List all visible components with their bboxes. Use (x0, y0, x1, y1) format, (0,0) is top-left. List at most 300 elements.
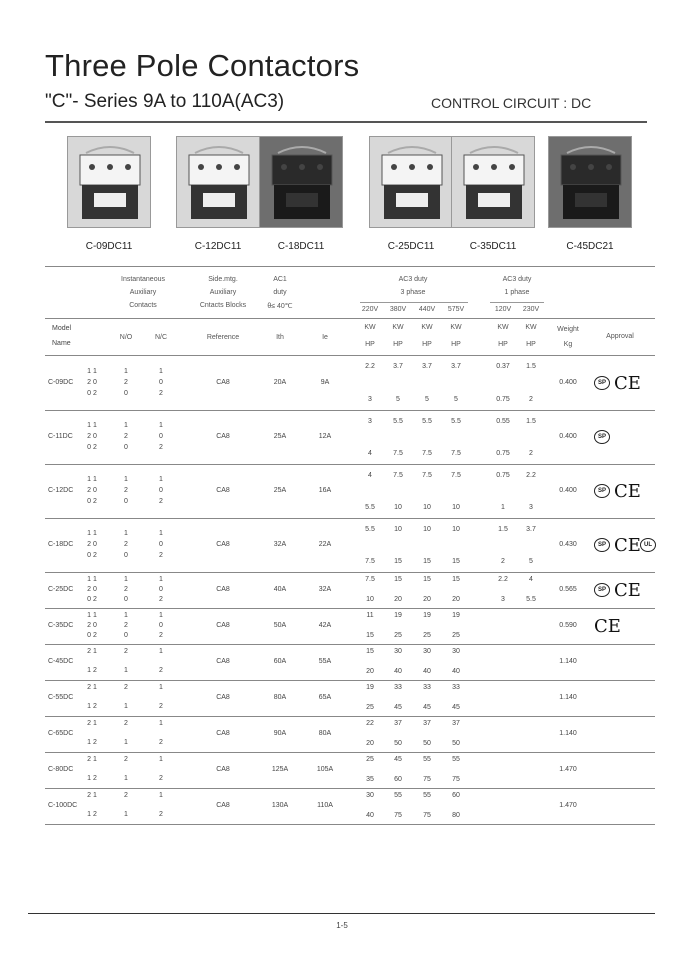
kw-value: 0.37 (496, 363, 510, 370)
no-value: 1 (124, 476, 128, 483)
nc-value: 2 (159, 444, 163, 451)
table-rule (45, 608, 655, 609)
kw-value: 1.5 (526, 418, 536, 425)
kw-value: 1.5 (526, 363, 536, 370)
hp-header: HP (526, 341, 536, 348)
hp-value: 50 (423, 740, 431, 747)
kw-value: 5.5 (393, 418, 403, 425)
nc-value: 1 (159, 530, 163, 537)
kw-value: 7.5 (365, 576, 375, 583)
aux-config: 2 0 (87, 622, 97, 629)
table-rule (45, 824, 655, 825)
ce-mark: CE (594, 616, 621, 637)
nc-value: 0 (159, 541, 163, 548)
weight-value: 0.565 (559, 586, 577, 593)
nc-header: N/C (154, 334, 168, 341)
reference-value: CA8 (216, 378, 230, 386)
header-rule (45, 121, 647, 123)
hp-value: 15 (423, 558, 431, 565)
hp-value: 15 (394, 558, 402, 565)
aux-config: 0 2 (87, 596, 97, 603)
kw-header: KW (364, 324, 376, 331)
ie-value: 105A (316, 766, 334, 773)
product-photo (259, 136, 343, 228)
hp-value: 1 (501, 504, 505, 511)
csa-mark: SP (594, 538, 610, 552)
hp-value: 25 (423, 632, 431, 639)
hp-header: HP (498, 341, 508, 348)
product-caption: C-12DC11 (194, 241, 242, 252)
ie-value: 55A (318, 658, 332, 665)
hp-value: 15 (452, 558, 460, 565)
hp-value: 25 (394, 632, 402, 639)
kw-value: 19 (423, 612, 431, 619)
table-rule (45, 788, 655, 789)
nc-value: 1 (159, 612, 163, 619)
hp-value: 7.5 (451, 450, 461, 457)
no-value: 2 (124, 622, 128, 629)
hp-value: 20 (394, 596, 402, 603)
kw-value: 15 (366, 648, 374, 655)
page-title: Three Pole Contactors (45, 48, 360, 83)
kw-value: 10 (452, 526, 460, 533)
hp-value: 45 (452, 704, 460, 711)
kw-value: 25 (366, 756, 374, 763)
hp-value: 60 (394, 776, 402, 783)
hp-value: 20 (366, 668, 374, 675)
nc-value: 2 (159, 596, 163, 603)
hp-value: 5.5 (526, 596, 536, 603)
aux-config: 1 1 (87, 422, 97, 429)
ith-value: 50A (273, 622, 287, 629)
kw-value: 60 (452, 792, 460, 799)
aux-config: 1 1 (87, 530, 97, 537)
page-number: 1-5 (336, 921, 348, 930)
aux-config: 1 2 (87, 775, 97, 782)
ie-value: 80A (318, 730, 332, 737)
nc-value: 1 (159, 476, 163, 483)
kw-value: 5.5 (365, 526, 375, 533)
reference-value: CA8 (216, 622, 230, 629)
hp-value: 20 (452, 596, 460, 603)
hp-value: 25 (452, 632, 460, 639)
model-name: C-12DC (48, 487, 74, 494)
weight-value: 1.470 (559, 802, 577, 809)
hp-value: 3 (368, 396, 372, 403)
ac3-1phase-header: AC3 duty (502, 276, 532, 283)
kw-value: 19 (394, 612, 402, 619)
kw-value: 15 (394, 576, 402, 583)
no-value: 2 (124, 648, 128, 655)
product-caption: C-35DC11 (469, 241, 517, 252)
product-photo (369, 136, 453, 228)
kw-value: 37 (394, 720, 402, 727)
kw-header: KW (421, 324, 433, 331)
aux-config: 0 2 (87, 632, 97, 639)
table-rule (45, 644, 655, 645)
product-photo (548, 136, 632, 228)
aux-config: 1 2 (87, 811, 97, 818)
ie-value: 65A (318, 694, 332, 701)
nc-value: 1 (159, 648, 163, 655)
no-value: 2 (124, 487, 128, 494)
nc-value: 2 (159, 811, 163, 818)
kw-value: 55 (423, 756, 431, 763)
model-header: Name (52, 340, 71, 347)
aux-config: 1 1 (87, 476, 97, 483)
aux-config: 1 2 (87, 703, 97, 710)
ce-mark: CE (614, 535, 641, 556)
weight-value: 0.430 (559, 541, 577, 548)
nc-value: 2 (159, 632, 163, 639)
hp-value: 10 (452, 504, 460, 511)
nc-value: 1 (159, 756, 163, 763)
ie-header: Ie (322, 334, 328, 341)
ac1-duty-header: AC1 (273, 276, 287, 283)
hp-value: 2 (501, 558, 505, 565)
table-rule (45, 410, 655, 411)
csa-mark: SP (594, 484, 610, 498)
no-value: 2 (124, 541, 128, 548)
aux-config: 2 1 (87, 792, 97, 799)
weight-value: 1.140 (559, 694, 577, 701)
ith-value: 60A (273, 658, 287, 665)
weight-header: Kg (563, 341, 573, 348)
ce-mark: CE (614, 481, 641, 502)
kw-value: 10 (423, 526, 431, 533)
hp-value: 7.5 (393, 450, 403, 457)
kw-value: 33 (423, 684, 431, 691)
kw-value: 37 (423, 720, 431, 727)
reference-value: CA8 (216, 658, 230, 665)
contactor-illustration (549, 137, 632, 228)
model-name: C-65DC (48, 730, 74, 737)
ac3-3phase-header: 3 phase (400, 289, 426, 296)
reference-value: CA8 (216, 586, 230, 593)
aux-config: 1 2 (87, 739, 97, 746)
kw-value: 10 (394, 526, 402, 533)
aux-config: 2 1 (87, 756, 97, 763)
kw-header: KW (450, 324, 462, 331)
table-rule (45, 318, 655, 319)
no-value: 0 (124, 552, 128, 559)
product-caption: C-18DC11 (277, 241, 325, 252)
reference-value: CA8 (216, 730, 230, 737)
no-value: 2 (124, 433, 128, 440)
aux-config: 0 2 (87, 444, 97, 451)
table-rule (45, 752, 655, 753)
kw-value: 3.7 (526, 526, 536, 533)
voltage-3phase: 220V (361, 306, 379, 313)
aux-config: 0 2 (87, 552, 97, 559)
hp-value: 15 (366, 632, 374, 639)
aux-config: 2 0 (87, 433, 97, 440)
hp-value: 40 (423, 668, 431, 675)
hp-value: 75 (423, 812, 431, 819)
nc-value: 0 (159, 433, 163, 440)
kw-value: 55 (394, 792, 402, 799)
nc-value: 0 (159, 586, 163, 593)
hp-value: 2 (529, 396, 533, 403)
page-subtitle: "C"- Series 9A to 110A(AC3) (45, 91, 285, 112)
hp-value: 3 (529, 504, 533, 511)
kw-value: 5.5 (422, 418, 432, 425)
voltage-1phase: 120V (494, 306, 512, 313)
hp-value: 80 (452, 812, 460, 819)
hp-value: 20 (366, 740, 374, 747)
ith-value: 32A (273, 541, 287, 548)
weight-value: 0.400 (559, 378, 577, 386)
kw-value: 0.55 (496, 418, 510, 425)
hp-value: 40 (366, 812, 374, 819)
table-rule (45, 716, 655, 717)
model-name: C-55DC (48, 694, 74, 701)
no-value: 1 (124, 367, 128, 375)
voltage-3phase: 575V (447, 306, 465, 313)
table-rule (45, 518, 655, 519)
kw-value: 4 (368, 472, 372, 479)
reference-header: Reference (206, 334, 240, 341)
weight-value: 1.140 (559, 730, 577, 737)
no-value: 1 (124, 530, 128, 537)
hp-value: 20 (423, 596, 431, 603)
hp-value: 10 (366, 596, 374, 603)
reference-value: CA8 (216, 802, 230, 809)
hp-value: 3 (501, 596, 505, 603)
hp-value: 7.5 (365, 558, 375, 565)
no-value: 2 (124, 586, 128, 593)
table-rule (45, 464, 655, 465)
ie-value: 12A (318, 433, 332, 440)
kw-value: 3.7 (422, 363, 432, 370)
kw-value: 3 (368, 418, 372, 425)
ie-value: 22A (318, 541, 332, 548)
aux-config: 1 1 (87, 612, 97, 619)
side-mtg-header: Side.mtg. (208, 276, 238, 283)
model-header: Model (52, 325, 72, 332)
model-name: C-25DC (48, 586, 74, 593)
kw-value: 3.7 (451, 363, 461, 370)
ce-mark: CE (614, 372, 641, 394)
aux-config: 2 0 (87, 541, 97, 548)
hp-header: HP (422, 341, 432, 348)
weight-value: 0.590 (559, 622, 577, 629)
ac1-duty-header: θ≤ 40℃ (267, 303, 293, 310)
aux-config: 0 2 (87, 389, 97, 397)
hp-value: 35 (366, 776, 374, 783)
nc-value: 2 (159, 775, 163, 782)
footer-rule (28, 913, 655, 914)
hp-value: 5.5 (365, 504, 375, 511)
ie-value: 110A (317, 802, 333, 809)
weight-value: 0.400 (559, 487, 577, 494)
hp-value: 75 (394, 812, 402, 819)
kw-value: 55 (423, 792, 431, 799)
nc-value: 2 (159, 739, 163, 746)
table-rule (45, 266, 655, 267)
kw-value: 15 (452, 576, 460, 583)
nc-value: 1 (159, 576, 163, 583)
no-value: 0 (124, 444, 128, 451)
reference-value: CA8 (216, 433, 230, 440)
ith-value: 25A (273, 487, 287, 494)
reference-value: CA8 (216, 541, 230, 548)
kw-header: KW (525, 324, 537, 331)
hp-value: 5 (396, 396, 400, 403)
kw-value: 55 (452, 756, 460, 763)
hp-value: 2 (529, 450, 533, 457)
no-value: 1 (124, 576, 128, 583)
no-value: 2 (124, 720, 128, 727)
model-name: C-11DC (48, 433, 73, 440)
control-circuit-label: CONTROL CIRCUIT : DC (431, 95, 592, 111)
kw-value: 7.5 (422, 472, 432, 479)
kw-value: 1.5 (498, 526, 508, 533)
aux-config: 1 2 (87, 667, 97, 674)
weight-value: 1.140 (559, 658, 577, 665)
kw-value: 30 (366, 792, 374, 799)
product-photo (451, 136, 535, 228)
ith-value: 80A (273, 694, 287, 701)
hp-value: 75 (423, 776, 431, 783)
nc-value: 1 (159, 684, 163, 691)
kw-value: 11 (366, 612, 374, 619)
kw-value: 45 (394, 756, 402, 763)
hp-value: 45 (394, 704, 402, 711)
product-caption: C-25DC11 (387, 241, 435, 252)
no-value: 1 (124, 667, 128, 674)
hp-value: 10 (394, 504, 402, 511)
no-value: 1 (124, 811, 128, 818)
ce-mark: CE (614, 580, 641, 601)
reference-value: CA8 (216, 766, 230, 773)
kw-value: 30 (423, 648, 431, 655)
approval-header: Approval (606, 333, 634, 340)
group-underline (490, 302, 544, 303)
ith-value: 90A (273, 730, 287, 737)
hp-value: 5 (454, 396, 458, 403)
hp-header: HP (451, 341, 461, 348)
no-value: 2 (124, 792, 128, 799)
hp-value: 0.75 (496, 450, 510, 457)
group-underline (360, 302, 468, 303)
hp-value: 25 (366, 704, 374, 711)
ie-value: 9A (320, 378, 330, 386)
side-mtg-header: Auxiliary (209, 289, 237, 296)
contactor-illustration (452, 137, 535, 228)
no-value: 1 (124, 775, 128, 782)
ith-value: 125A (271, 766, 289, 773)
csa-mark: SP (594, 376, 610, 390)
weight-value: 0.400 (559, 433, 577, 440)
reference-value: CA8 (216, 487, 230, 494)
ac1-duty-header: duty (273, 289, 287, 296)
table-rule (45, 572, 655, 573)
hp-value: 5 (425, 396, 429, 403)
table-rule (45, 355, 655, 356)
table-rule (45, 680, 655, 681)
csa-mark: SP (594, 583, 610, 597)
no-value: 1 (124, 612, 128, 619)
instantaneous-header: Contacts (129, 302, 157, 309)
ie-value: 42A (318, 622, 332, 629)
side-mtg-header: Cntacts Blocks (199, 302, 247, 309)
contactor-illustration (370, 137, 453, 228)
nc-value: 2 (159, 552, 163, 559)
aux-config: 1 1 (87, 367, 97, 375)
contactor-illustration (177, 137, 260, 228)
aux-config: 0 2 (87, 498, 97, 505)
kw-value: 7.5 (393, 472, 403, 479)
no-value: 2 (124, 756, 128, 763)
nc-value: 2 (159, 389, 163, 397)
nc-value: 0 (159, 622, 163, 629)
hp-header: HP (393, 341, 403, 348)
kw-value: 2.2 (365, 363, 375, 370)
kw-value: 30 (452, 648, 460, 655)
aux-config: 2 1 (87, 648, 97, 655)
model-name: C-80DC (48, 766, 74, 773)
kw-value: 15 (423, 576, 431, 583)
no-value: 0 (124, 596, 128, 603)
nc-value: 1 (159, 422, 163, 429)
hp-header: HP (365, 341, 375, 348)
ith-value: 25A (273, 433, 287, 440)
kw-value: 3.7 (393, 363, 403, 370)
no-value: 1 (124, 703, 128, 710)
hp-value: 5 (529, 558, 533, 565)
kw-value: 33 (452, 684, 460, 691)
kw-value: 30 (394, 648, 402, 655)
voltage-3phase: 440V (418, 306, 436, 313)
kw-header: KW (392, 324, 404, 331)
contactor-illustration (68, 137, 151, 228)
kw-value: 19 (452, 612, 460, 619)
no-value: 0 (124, 389, 128, 397)
hp-value: 7.5 (422, 450, 432, 457)
voltage-3phase: 380V (389, 306, 407, 313)
no-value: 0 (124, 632, 128, 639)
nc-value: 2 (159, 498, 163, 505)
ie-value: 32A (318, 586, 332, 593)
ith-header: Ith (276, 334, 284, 341)
kw-value: 22 (366, 720, 374, 727)
hp-value: 40 (394, 668, 402, 675)
reference-value: CA8 (216, 694, 230, 701)
aux-config: 2 0 (87, 586, 97, 593)
kw-header: KW (497, 324, 509, 331)
nc-value: 0 (159, 378, 163, 386)
nc-value: 0 (159, 487, 163, 494)
ith-value: 20A (273, 378, 287, 386)
model-name: C-35DC (48, 622, 74, 629)
no-header: N/O (119, 334, 133, 341)
kw-value: 2.2 (526, 472, 536, 479)
nc-value: 1 (159, 720, 163, 727)
hp-value: 45 (423, 704, 431, 711)
aux-config: 2 0 (87, 487, 97, 494)
instantaneous-header: Auxiliary (129, 289, 157, 296)
voltage-1phase: 230V (522, 306, 540, 313)
nc-value: 2 (159, 667, 163, 674)
no-value: 0 (124, 498, 128, 505)
no-value: 1 (124, 739, 128, 746)
ac3-1phase-header: 1 phase (504, 289, 530, 296)
hp-value: 50 (452, 740, 460, 747)
ie-value: 16A (318, 487, 332, 494)
model-name: C-18DC (48, 541, 74, 548)
ul-mark: UL (640, 538, 656, 552)
